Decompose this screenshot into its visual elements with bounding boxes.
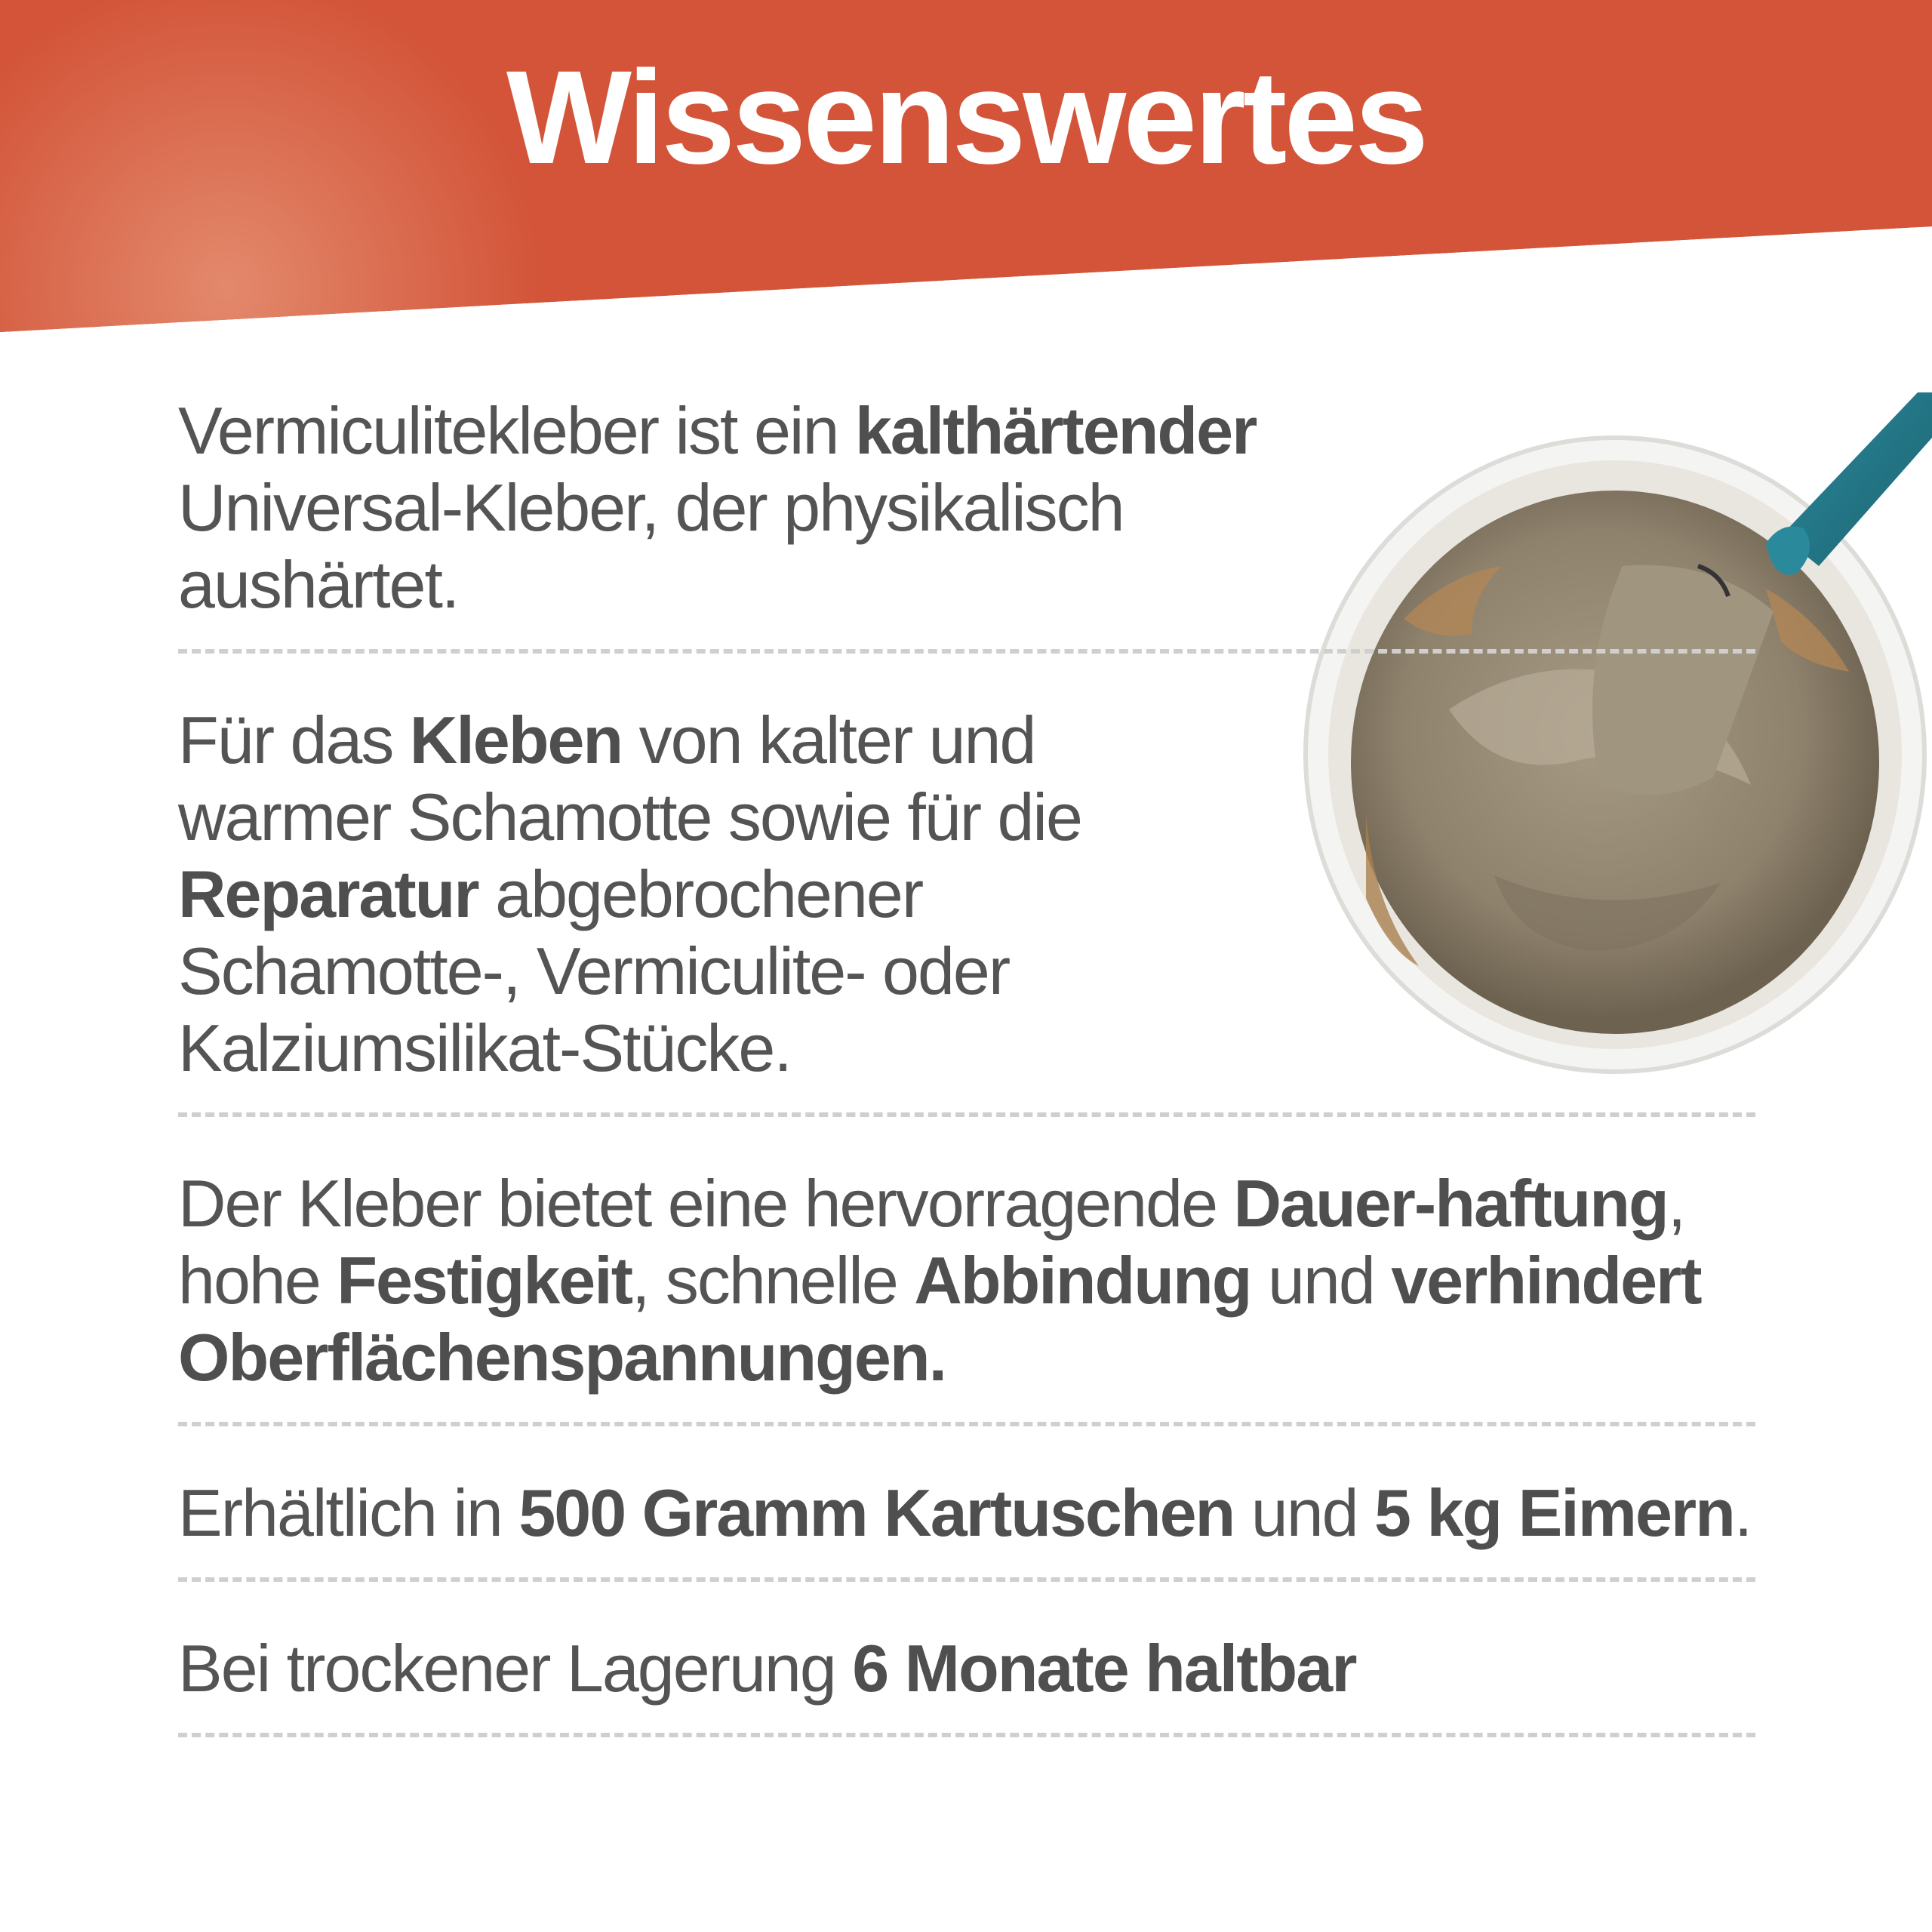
body-text: Für das (178, 703, 410, 777)
body-text: abgebrochener Schamotte-, Vermiculite- oder Kalziumsilikat-Stücke. (178, 857, 1010, 1085)
body-text: . (1734, 1475, 1752, 1550)
body-text: , schnelle (632, 1243, 915, 1318)
body-text: Der Kleber bietet eine hervorragende (178, 1166, 1234, 1241)
highlight-text: Abbindung (914, 1243, 1251, 1318)
section-divider (178, 649, 1755, 654)
body-text: Erhältlich in (178, 1475, 519, 1550)
body-text: Vermiculitekleber ist ein (178, 393, 855, 468)
body-text: Bei trockener Lagerung (178, 1631, 853, 1706)
highlight-text: Kleben (409, 703, 623, 777)
info-content (178, 392, 1755, 1786)
page-title: Wissenswertes (506, 44, 1426, 192)
info-section-properties (178, 1165, 1755, 1396)
highlight-text: Festigkeit (337, 1243, 632, 1318)
highlight-text: 500 Gramm Kartuschen (518, 1475, 1235, 1550)
info-section-storage (178, 1630, 1755, 1707)
highlight-text: Reparatur (178, 857, 478, 931)
body-text: und (1251, 1243, 1392, 1318)
info-section-usage (178, 702, 1197, 1087)
highlight-text: 6 Monate haltbar (852, 1631, 1356, 1706)
highlight-text: Dauer-haftung (1233, 1166, 1668, 1241)
body-text: und (1234, 1475, 1375, 1550)
info-section-curing (178, 392, 1310, 623)
highlight-text: 5 kg Eimern (1374, 1475, 1734, 1550)
info-section-availability (178, 1475, 1755, 1552)
section-divider (178, 1733, 1755, 1737)
section-divider (178, 1422, 1755, 1426)
section-divider (178, 1112, 1755, 1117)
highlight-text: kalthärtender (854, 393, 1257, 468)
body-text: , hohe (178, 1166, 1685, 1318)
body-text: von kalter und warmer Schamotte sowie für die (178, 703, 1081, 854)
highlight-text: verhindert Oberflächenspannungen. (178, 1243, 1701, 1395)
body-text: Universal-Kleber, der physikalisch aushärtet. (178, 470, 1124, 622)
section-divider (178, 1577, 1755, 1582)
